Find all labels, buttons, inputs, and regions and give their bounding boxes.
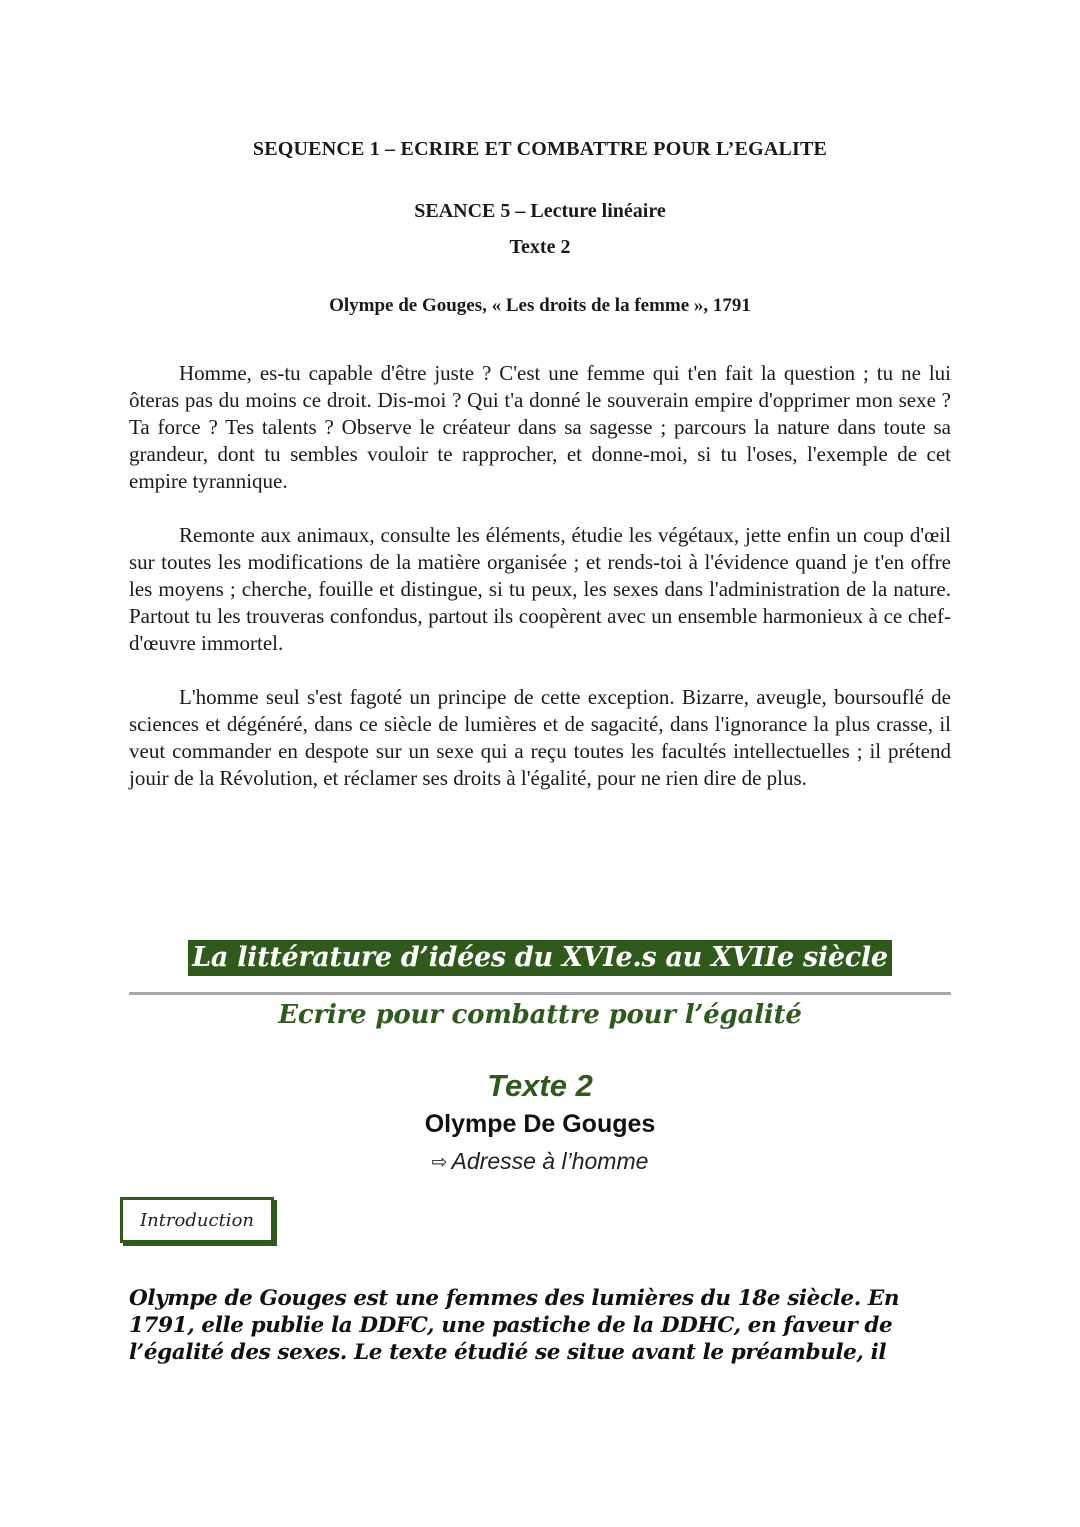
sequence-title: SEQUENCE 1 – ECRIRE ET COMBATTRE POUR L’EGALITE (252, 138, 828, 160)
passage-paragraph-3: L'homme seul s'est fagoté un principe de cette exception. Bizarre, aveugle, boursouflé de sciences et dégénéré, dans ce siècle de lumières et de sagacité, dans l'ignorance la plus crasse, il veut commander en despote sur un sexe qui a reçu toutes les facultés intellectuelles ; il prétend jouir de la Révolution, et réclamer ses droits à l'égalité, pour ne rien dire de plus. (129, 685, 951, 790)
introduction-text: Olympe de Gouges est une femmes des lumières du 18e siècle. En 1791, elle publie la DDFC, une pastiche de la DDHC, en faveur de l’égalité des sexes. Le texte étudié se situe avant le préambule, il (129, 1286, 900, 1365)
band-title: La littérature d’idées du XVIe.s au XVIIe siècle (188, 940, 892, 976)
horizontal-rule (129, 992, 951, 995)
arrow-right-icon: ⇨ (431, 1151, 448, 1173)
source-citation: Olympe de Gouges, « Les droits de la femme », 1791 (329, 295, 751, 316)
study-adresse (0, 1148, 1080, 1175)
passage-paragraph-2: Remonte aux animaux, consulte les éléments, étudie les végétaux, jette enfin un coup d'œil sur toutes les modifications de la matière organisée ; et rends-toi à l'évidence quand je t'en offre les moyens ; cherche, fouille et distingue, si tu peux, les sexes dans l'administration de la nature. Partout tu les trouveras confondus, partout ils coopèrent avec un ensemble harmonieux à ce chef-d'œuvre immortel. (129, 523, 951, 655)
introduction-label: Introduction (140, 1209, 254, 1231)
adresse-text: Adresse à l’homme (451, 1148, 649, 1174)
seance-title: SEANCE 5 – Lecture linéaire (414, 200, 666, 222)
study-texte-label: Texte 2 (487, 1068, 593, 1103)
study-subtitle: Ecrire pour combattre pour l’égalité (278, 1000, 802, 1030)
texte-label: Texte 2 (509, 236, 571, 258)
introduction-label-box (120, 1197, 274, 1243)
study-author: Olympe De Gouges (424, 1110, 656, 1138)
passage-paragraph-1: Homme, es-tu capable d'être juste ? C'est une femme qui t'en fait la question ; tu ne lui ôteras pas du moins ce droit. Dis-moi ? Qui t'a donné le souverain empire d'opprimer mon sexe ? Ta force ? Tes talents ? Observe le créateur dans sa sagesse ; parcours la nature dans toute sa grandeur, dont tu sembles vouloir te rapprocher, et donne-moi, si tu l'oses, l'exemple de cet empire tyrannique. (129, 361, 951, 493)
band-title-wrap (0, 940, 1080, 976)
